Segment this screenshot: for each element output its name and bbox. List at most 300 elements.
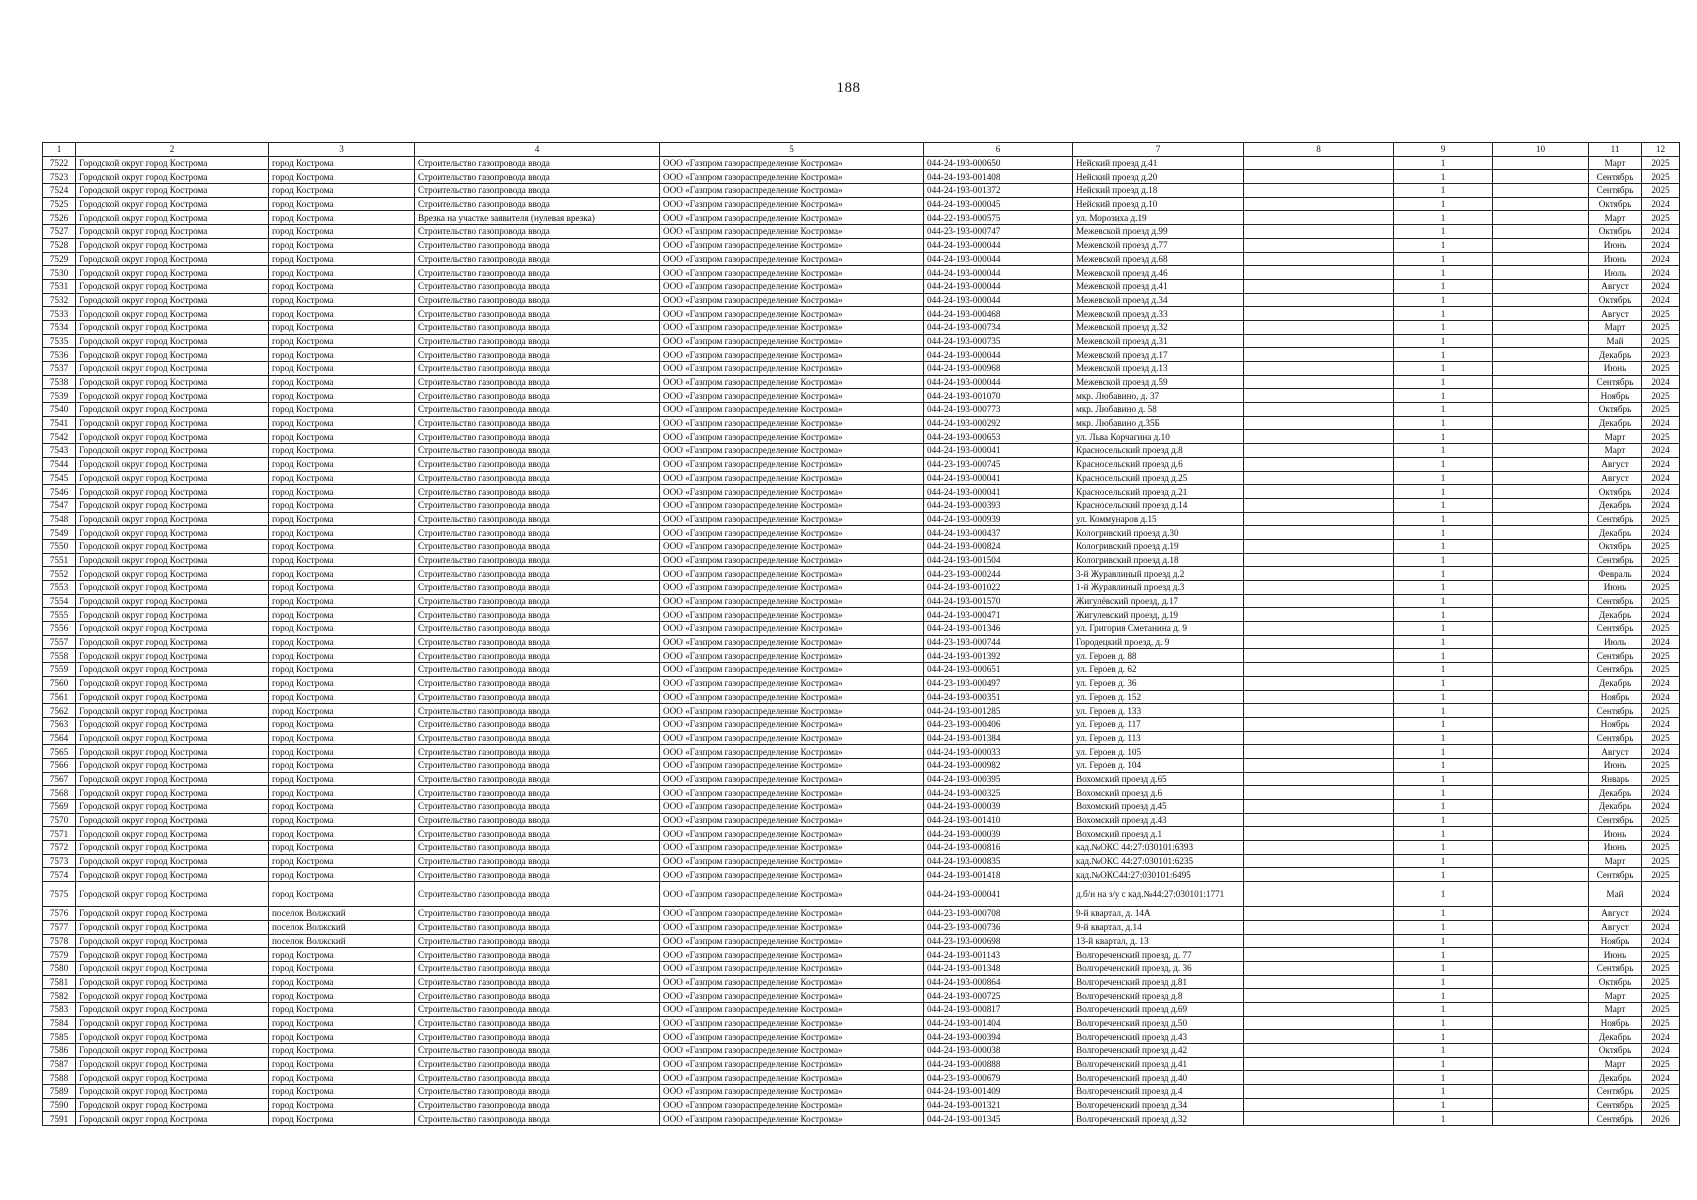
municipality-cell: Городской округ город Кострома: [76, 293, 269, 307]
column-8-cell: [1244, 293, 1394, 307]
quantity-cell: 1: [1394, 975, 1493, 989]
column-8-cell: [1244, 717, 1394, 731]
quantity-cell: 1: [1394, 539, 1493, 553]
work-type-cell: Строительство газопровода ввода: [415, 882, 660, 907]
address-cell: Межевской проезд д.34: [1073, 293, 1244, 307]
row-number-cell: 7549: [43, 526, 76, 540]
month-cell: Август: [1589, 457, 1642, 471]
address-cell: Межевской проезд д.46: [1073, 266, 1244, 280]
organization-cell: ООО «Газпром газораспределение Кострома»: [660, 948, 924, 962]
column-10-cell: [1493, 813, 1589, 827]
column-10-cell: [1493, 293, 1589, 307]
month-cell: Сентябрь: [1589, 512, 1642, 526]
municipality-cell: Городской округ город Кострома: [76, 362, 269, 376]
column-10-cell: [1493, 663, 1589, 677]
application-number-cell: 044-22-193-000575: [924, 211, 1073, 225]
month-cell: Февраль: [1589, 567, 1642, 581]
settlement-cell: город Кострома: [269, 581, 415, 595]
settlement-cell: город Кострома: [269, 1030, 415, 1044]
municipality-cell: Городской округ город Кострома: [76, 882, 269, 907]
month-cell: Май: [1589, 882, 1642, 907]
year-cell: 2024: [1642, 498, 1680, 512]
quantity-cell: 1: [1394, 717, 1493, 731]
row-number-cell: 7591: [43, 1112, 76, 1126]
address-cell: ул. Морозиха д.19: [1073, 211, 1244, 225]
column-number: 2: [76, 143, 269, 157]
address-cell: ул. Коммунаров д.15: [1073, 512, 1244, 526]
column-10-cell: [1493, 758, 1589, 772]
address-cell: Красносельский проезд д.8: [1073, 444, 1244, 458]
municipality-cell: Городской округ город Кострома: [76, 184, 269, 198]
municipality-cell: Городской округ город Кострома: [76, 403, 269, 417]
row-number-cell: 7570: [43, 813, 76, 827]
application-number-cell: 044-24-193-001409: [924, 1085, 1073, 1099]
address-cell: Нейский проезд д.10: [1073, 197, 1244, 211]
month-cell: Август: [1589, 471, 1642, 485]
table-row: [43, 156, 1680, 170]
column-8-cell: [1244, 868, 1394, 882]
quantity-cell: 1: [1394, 961, 1493, 975]
month-cell: Сентябрь: [1589, 731, 1642, 745]
table-row: [43, 717, 1680, 731]
table-row: [43, 1002, 1680, 1016]
table-row: [43, 854, 1680, 868]
municipality-cell: Городской округ город Кострома: [76, 717, 269, 731]
quantity-cell: 1: [1394, 375, 1493, 389]
work-type-cell: Строительство газопровода ввода: [415, 975, 660, 989]
municipality-cell: Городской округ город Кострома: [76, 444, 269, 458]
application-number-cell: 044-23-193-000244: [924, 567, 1073, 581]
quantity-cell: 1: [1394, 156, 1493, 170]
table-row: [43, 320, 1680, 334]
organization-cell: ООО «Газпром газораспределение Кострома»: [660, 307, 924, 321]
municipality-cell: Городской округ город Кострома: [76, 238, 269, 252]
column-8-cell: [1244, 1098, 1394, 1112]
application-number-cell: 044-24-193-001345: [924, 1112, 1073, 1126]
quantity-cell: 1: [1394, 800, 1493, 814]
year-cell: 2024: [1642, 920, 1680, 934]
settlement-cell: город Кострома: [269, 225, 415, 239]
column-8-cell: [1244, 320, 1394, 334]
settlement-cell: город Кострома: [269, 1112, 415, 1126]
application-number-cell: 044-24-193-000041: [924, 471, 1073, 485]
application-number-cell: 044-24-193-000653: [924, 430, 1073, 444]
work-type-cell: Строительство газопровода ввода: [415, 854, 660, 868]
application-number-cell: 044-24-193-001392: [924, 649, 1073, 663]
year-cell: 2024: [1642, 293, 1680, 307]
work-type-cell: Строительство газопровода ввода: [415, 622, 660, 636]
application-number-cell: 044-24-193-000835: [924, 854, 1073, 868]
year-cell: 2025: [1642, 731, 1680, 745]
application-number-cell: 044-24-193-000982: [924, 758, 1073, 772]
month-cell: Октябрь: [1589, 197, 1642, 211]
quantity-cell: 1: [1394, 841, 1493, 855]
table-row: [43, 197, 1680, 211]
year-cell: 2025: [1642, 403, 1680, 417]
organization-cell: ООО «Газпром газораспределение Кострома»: [660, 581, 924, 595]
quantity-cell: 1: [1394, 389, 1493, 403]
organization-cell: ООО «Газпром газораспределение Кострома»: [660, 717, 924, 731]
address-cell: 9-й квартал, д. 14А: [1073, 907, 1244, 921]
month-cell: Сентябрь: [1589, 649, 1642, 663]
quantity-cell: 1: [1394, 622, 1493, 636]
column-10-cell: [1493, 704, 1589, 718]
municipality-cell: Городской округ город Кострома: [76, 225, 269, 239]
row-number-cell: 7551: [43, 553, 76, 567]
column-10-cell: [1493, 1085, 1589, 1099]
application-number-cell: 044-24-193-000044: [924, 348, 1073, 362]
work-type-cell: Строительство газопровода ввода: [415, 526, 660, 540]
work-type-cell: Строительство газопровода ввода: [415, 731, 660, 745]
column-10-cell: [1493, 498, 1589, 512]
month-cell: Июнь: [1589, 252, 1642, 266]
address-cell: Межевской проезд д.17: [1073, 348, 1244, 362]
table-row: [43, 1112, 1680, 1126]
month-cell: Октябрь: [1589, 225, 1642, 239]
month-cell: Декабрь: [1589, 1030, 1642, 1044]
column-8-cell: [1244, 389, 1394, 403]
application-number-cell: 044-24-193-000292: [924, 416, 1073, 430]
row-number-cell: 7566: [43, 758, 76, 772]
municipality-cell: Городской округ город Кострома: [76, 416, 269, 430]
settlement-cell: город Кострома: [269, 676, 415, 690]
month-cell: Июнь: [1589, 581, 1642, 595]
settlement-cell: город Кострома: [269, 444, 415, 458]
table-row: [43, 813, 1680, 827]
quantity-cell: 1: [1394, 745, 1493, 759]
quantity-cell: 1: [1394, 444, 1493, 458]
year-cell: 2025: [1642, 622, 1680, 636]
municipality-cell: Городской округ город Кострома: [76, 868, 269, 882]
row-number-cell: 7574: [43, 868, 76, 882]
row-number-cell: 7537: [43, 362, 76, 376]
work-type-cell: Строительство газопровода ввода: [415, 907, 660, 921]
column-8-cell: [1244, 690, 1394, 704]
settlement-cell: город Кострома: [269, 868, 415, 882]
column-10-cell: [1493, 975, 1589, 989]
work-type-cell: Строительство газопровода ввода: [415, 389, 660, 403]
municipality-cell: Городской округ город Кострома: [76, 786, 269, 800]
table-row: [43, 1098, 1680, 1112]
year-cell: 2025: [1642, 975, 1680, 989]
application-number-cell: 044-24-193-000044: [924, 252, 1073, 266]
application-number-cell: 044-24-193-000968: [924, 362, 1073, 376]
quantity-cell: 1: [1394, 676, 1493, 690]
table-row: [43, 471, 1680, 485]
application-number-cell: 044-24-193-000041: [924, 882, 1073, 907]
work-type-cell: Строительство газопровода ввода: [415, 717, 660, 731]
month-cell: Сентябрь: [1589, 663, 1642, 677]
application-number-cell: 044-24-193-000039: [924, 827, 1073, 841]
organization-cell: ООО «Газпром газораспределение Кострома»: [660, 1016, 924, 1030]
column-10-cell: [1493, 567, 1589, 581]
column-8-cell: [1244, 704, 1394, 718]
application-number-cell: 044-24-193-000041: [924, 444, 1073, 458]
address-cell: кад.№ОКС 44:27:030101:6393: [1073, 841, 1244, 855]
municipality-cell: Городской округ город Кострома: [76, 553, 269, 567]
table-row: [43, 745, 1680, 759]
work-type-cell: Строительство газопровода ввода: [415, 989, 660, 1003]
work-type-cell: Строительство газопровода ввода: [415, 184, 660, 198]
quantity-cell: 1: [1394, 948, 1493, 962]
settlement-cell: город Кострома: [269, 731, 415, 745]
year-cell: 2025: [1642, 1098, 1680, 1112]
row-number-cell: 7545: [43, 471, 76, 485]
column-8-cell: [1244, 608, 1394, 622]
settlement-cell: город Кострома: [269, 1002, 415, 1016]
quantity-cell: 1: [1394, 594, 1493, 608]
column-10-cell: [1493, 800, 1589, 814]
table-row: [43, 868, 1680, 882]
table-row: [43, 882, 1680, 907]
address-cell: Межевской проезд д.13: [1073, 362, 1244, 376]
month-cell: Сентябрь: [1589, 1112, 1642, 1126]
address-cell: ул. Героев д. 88: [1073, 649, 1244, 663]
address-cell: Нейский проезд д.41: [1073, 156, 1244, 170]
row-number-cell: 7540: [43, 403, 76, 417]
address-cell: Волгореченский проезд, д. 36: [1073, 961, 1244, 975]
work-type-cell: Строительство газопровода ввода: [415, 948, 660, 962]
organization-cell: ООО «Газпром газораспределение Кострома»: [660, 362, 924, 376]
column-10-cell: [1493, 635, 1589, 649]
year-cell: 2024: [1642, 717, 1680, 731]
column-10-cell: [1493, 225, 1589, 239]
quantity-cell: 1: [1394, 635, 1493, 649]
organization-cell: ООО «Газпром газораспределение Кострома»: [660, 649, 924, 663]
quantity-cell: 1: [1394, 1016, 1493, 1030]
municipality-cell: Городской округ город Кострома: [76, 266, 269, 280]
year-cell: 2024: [1642, 786, 1680, 800]
settlement-cell: город Кострома: [269, 961, 415, 975]
address-cell: Межевской проезд д.32: [1073, 320, 1244, 334]
application-number-cell: 044-24-193-000394: [924, 1030, 1073, 1044]
application-number-cell: 044-24-193-000817: [924, 1002, 1073, 1016]
row-number-cell: 7524: [43, 184, 76, 198]
settlement-cell: поселок Волжский: [269, 907, 415, 921]
column-8-cell: [1244, 975, 1394, 989]
row-number-cell: 7558: [43, 649, 76, 663]
table-row: [43, 676, 1680, 690]
settlement-cell: город Кострома: [269, 430, 415, 444]
row-number-cell: 7560: [43, 676, 76, 690]
address-cell: Межевской проезд д.59: [1073, 375, 1244, 389]
row-number-cell: 7557: [43, 635, 76, 649]
year-cell: 2024: [1642, 526, 1680, 540]
settlement-cell: город Кострома: [269, 690, 415, 704]
column-10-cell: [1493, 485, 1589, 499]
settlement-cell: город Кострома: [269, 567, 415, 581]
address-cell: Вохомский проезд д.45: [1073, 800, 1244, 814]
quantity-cell: 1: [1394, 1057, 1493, 1071]
row-number-cell: 7552: [43, 567, 76, 581]
year-cell: 2025: [1642, 156, 1680, 170]
column-10-cell: [1493, 348, 1589, 362]
column-10-cell: [1493, 416, 1589, 430]
column-8-cell: [1244, 581, 1394, 595]
year-cell: 2025: [1642, 307, 1680, 321]
column-8-cell: [1244, 1057, 1394, 1071]
settlement-cell: город Кострома: [269, 1071, 415, 1085]
settlement-cell: город Кострома: [269, 608, 415, 622]
column-10-cell: [1493, 252, 1589, 266]
month-cell: Сентябрь: [1589, 704, 1642, 718]
column-10-cell: [1493, 690, 1589, 704]
address-cell: Волгореченский проезд д.8: [1073, 989, 1244, 1003]
column-10-cell: [1493, 841, 1589, 855]
settlement-cell: город Кострома: [269, 211, 415, 225]
organization-cell: ООО «Газпром газораспределение Кострома»: [660, 882, 924, 907]
application-number-cell: 044-24-193-000888: [924, 1057, 1073, 1071]
year-cell: 2024: [1642, 279, 1680, 293]
work-type-cell: Строительство газопровода ввода: [415, 416, 660, 430]
quantity-cell: 1: [1394, 485, 1493, 499]
municipality-cell: Городской округ город Кострома: [76, 320, 269, 334]
municipality-cell: Городской округ город Кострома: [76, 348, 269, 362]
organization-cell: ООО «Газпром газораспределение Кострома»: [660, 813, 924, 827]
table-row: [43, 827, 1680, 841]
work-type-cell: Строительство газопровода ввода: [415, 786, 660, 800]
table-row: [43, 211, 1680, 225]
column-8-cell: [1244, 238, 1394, 252]
application-number-cell: 044-23-193-000698: [924, 934, 1073, 948]
quantity-cell: 1: [1394, 170, 1493, 184]
quantity-cell: 1: [1394, 731, 1493, 745]
year-cell: 2024: [1642, 238, 1680, 252]
work-type-cell: Строительство газопровода ввода: [415, 1098, 660, 1112]
application-number-cell: 044-24-193-000045: [924, 197, 1073, 211]
address-cell: ул. Григория Сметанина д. 9: [1073, 622, 1244, 636]
work-type-cell: Строительство газопровода ввода: [415, 403, 660, 417]
settlement-cell: город Кострома: [269, 841, 415, 855]
address-cell: Межевской проезд д.33: [1073, 307, 1244, 321]
month-cell: Октябрь: [1589, 403, 1642, 417]
row-number-cell: 7555: [43, 608, 76, 622]
column-8-cell: [1244, 184, 1394, 198]
organization-cell: ООО «Газпром газораспределение Кострома»: [660, 704, 924, 718]
municipality-cell: Городской округ город Кострома: [76, 307, 269, 321]
row-number-cell: 7542: [43, 430, 76, 444]
work-type-cell: Строительство газопровода ввода: [415, 676, 660, 690]
table-row: [43, 485, 1680, 499]
work-type-cell: Строительство газопровода ввода: [415, 553, 660, 567]
table-row: [43, 608, 1680, 622]
quantity-cell: 1: [1394, 1085, 1493, 1099]
gas-connection-table: [42, 142, 1680, 1126]
work-type-cell: Строительство газопровода ввода: [415, 594, 660, 608]
address-cell: Волгореченский проезд д.42: [1073, 1044, 1244, 1058]
municipality-cell: Городской округ город Кострома: [76, 813, 269, 827]
municipality-cell: Городской округ город Кострома: [76, 567, 269, 581]
year-cell: 2024: [1642, 676, 1680, 690]
municipality-cell: Городской округ город Кострома: [76, 704, 269, 718]
month-cell: Ноябрь: [1589, 1016, 1642, 1030]
column-8-cell: [1244, 348, 1394, 362]
row-number-cell: 7576: [43, 907, 76, 921]
column-10-cell: [1493, 745, 1589, 759]
row-number-cell: 7578: [43, 934, 76, 948]
column-8-cell: [1244, 1071, 1394, 1085]
settlement-cell: город Кострома: [269, 649, 415, 663]
table-row: [43, 800, 1680, 814]
municipality-cell: Городской округ город Кострома: [76, 649, 269, 663]
address-cell: ул. Героев д. 113: [1073, 731, 1244, 745]
year-cell: 2025: [1642, 334, 1680, 348]
column-10-cell: [1493, 156, 1589, 170]
row-number-cell: 7547: [43, 498, 76, 512]
municipality-cell: Городской округ город Кострома: [76, 1057, 269, 1071]
work-type-cell: Строительство газопровода ввода: [415, 252, 660, 266]
application-number-cell: 044-24-193-000824: [924, 539, 1073, 553]
column-8-cell: [1244, 841, 1394, 855]
table-row: [43, 663, 1680, 677]
month-cell: Август: [1589, 907, 1642, 921]
organization-cell: ООО «Газпром газораспределение Кострома»: [660, 907, 924, 921]
quantity-cell: 1: [1394, 184, 1493, 198]
work-type-cell: Строительство газопровода ввода: [415, 813, 660, 827]
settlement-cell: город Кострома: [269, 594, 415, 608]
month-cell: Сентябрь: [1589, 184, 1642, 198]
month-cell: Март: [1589, 430, 1642, 444]
column-8-cell: [1244, 170, 1394, 184]
organization-cell: ООО «Газпром газораспределение Кострома»: [660, 1044, 924, 1058]
row-number-cell: 7556: [43, 622, 76, 636]
organization-cell: ООО «Газпром газораспределение Кострома»: [660, 184, 924, 198]
column-10-cell: [1493, 389, 1589, 403]
table-row: [43, 948, 1680, 962]
column-8-cell: [1244, 266, 1394, 280]
column-8-cell: [1244, 989, 1394, 1003]
table-row: [43, 389, 1680, 403]
year-cell: 2025: [1642, 649, 1680, 663]
quantity-cell: 1: [1394, 690, 1493, 704]
settlement-cell: город Кострома: [269, 334, 415, 348]
settlement-cell: город Кострома: [269, 1016, 415, 1030]
application-number-cell: 044-24-193-001384: [924, 731, 1073, 745]
column-8-cell: [1244, 416, 1394, 430]
address-cell: ул. Героев д. 117: [1073, 717, 1244, 731]
year-cell: 2025: [1642, 512, 1680, 526]
quantity-cell: 1: [1394, 1098, 1493, 1112]
table-row: [43, 690, 1680, 704]
settlement-cell: город Кострома: [269, 635, 415, 649]
table-row: [43, 920, 1680, 934]
address-cell: Нейский проезд д.20: [1073, 170, 1244, 184]
organization-cell: ООО «Газпром газораспределение Кострома»: [660, 389, 924, 403]
column-10-cell: [1493, 197, 1589, 211]
column-10-cell: [1493, 403, 1589, 417]
row-number-cell: 7528: [43, 238, 76, 252]
column-10-cell: [1493, 1057, 1589, 1071]
column-10-cell: [1493, 362, 1589, 376]
quantity-cell: 1: [1394, 854, 1493, 868]
organization-cell: ООО «Газпром газораспределение Кострома»: [660, 854, 924, 868]
address-cell: Волгореченский проезд д.41: [1073, 1057, 1244, 1071]
settlement-cell: город Кострома: [269, 663, 415, 677]
application-number-cell: 044-24-193-000939: [924, 512, 1073, 526]
column-10-cell: [1493, 526, 1589, 540]
address-cell: 1-й Журавлиный проезд д.3: [1073, 581, 1244, 595]
year-cell: 2025: [1642, 553, 1680, 567]
row-number-cell: 7585: [43, 1030, 76, 1044]
year-cell: 2025: [1642, 1057, 1680, 1071]
row-number-cell: 7581: [43, 975, 76, 989]
application-number-cell: 044-23-193-000708: [924, 907, 1073, 921]
year-cell: 2024: [1642, 827, 1680, 841]
column-8-cell: [1244, 961, 1394, 975]
settlement-cell: город Кострома: [269, 403, 415, 417]
month-cell: Март: [1589, 854, 1642, 868]
municipality-cell: Городской округ город Кострома: [76, 430, 269, 444]
